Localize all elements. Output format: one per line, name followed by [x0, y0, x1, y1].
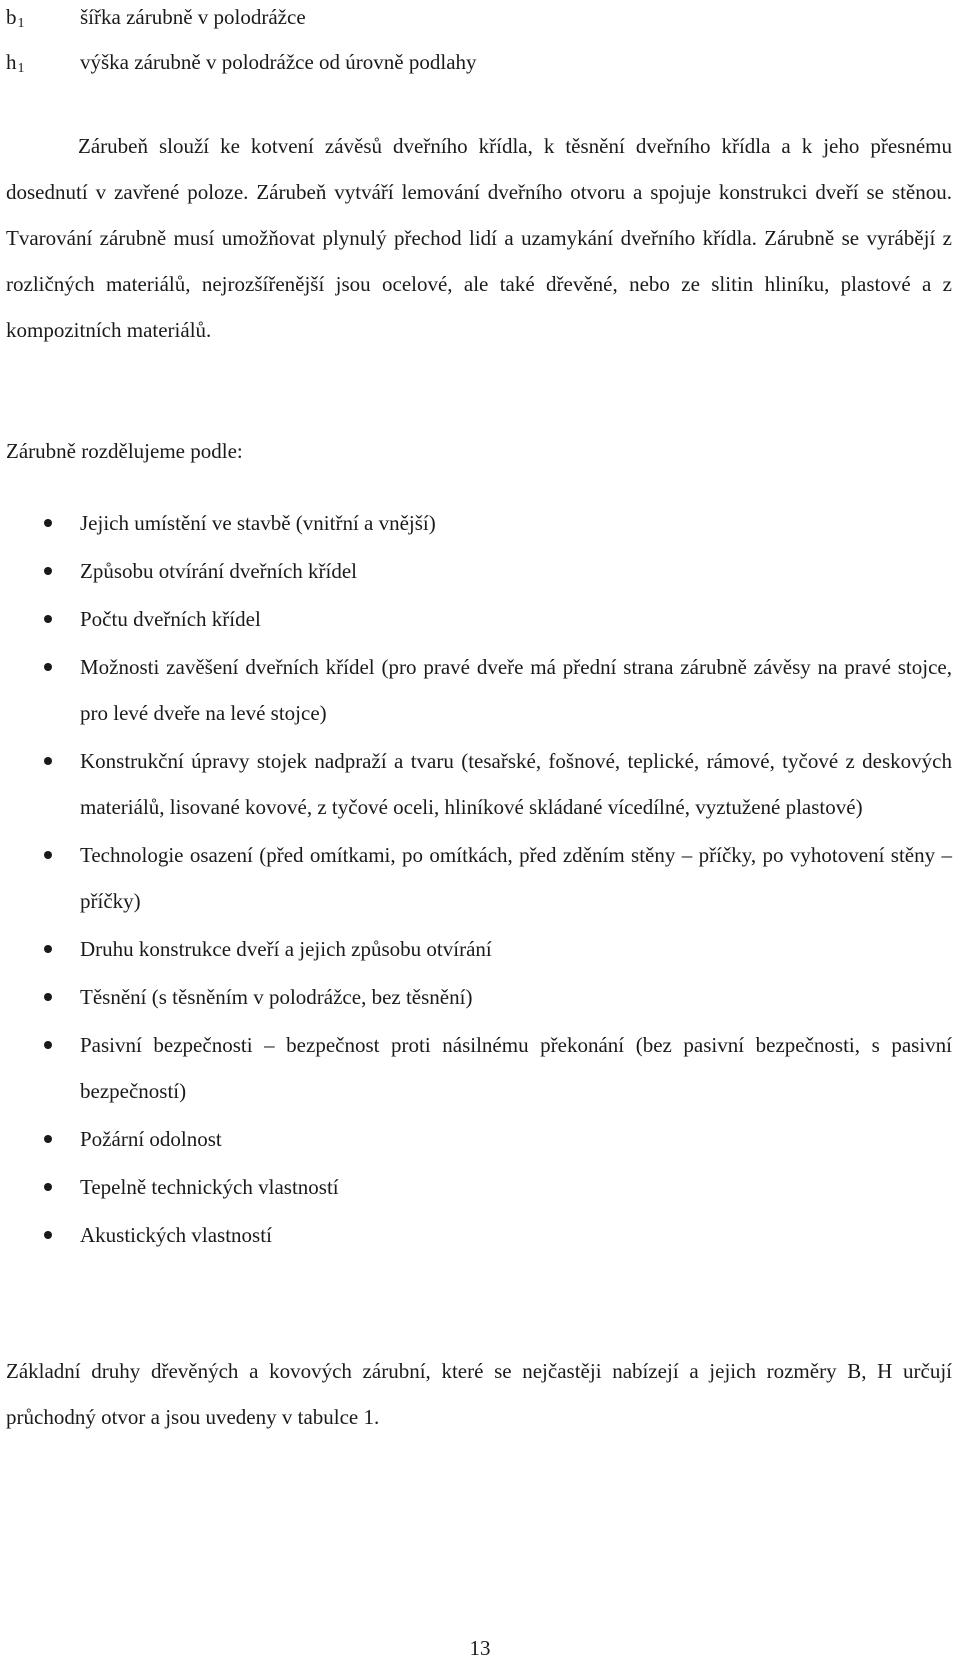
symbol-definitions: [6, 2, 906, 92]
definition-symbol: $h_1$: [6, 50, 25, 76]
list-item: Akustických vlastností: [6, 1212, 952, 1258]
page-number: 13: [469, 1636, 491, 1660]
list-heading: Zárubně rozdělujeme podle:: [6, 439, 243, 463]
list-item: Pasivní bezpečnosti – bezpečnost proti násilnému překonání (bez pasivní bezpečnosti, s pasivní bezpečností): [6, 1022, 952, 1114]
bullet-icon: [44, 757, 52, 765]
bullet-icon: [44, 1183, 52, 1191]
list-item: Tepelně technických vlastností: [6, 1164, 952, 1210]
bullet-icon: [44, 945, 52, 953]
definition-text: šířka zárubně v polodrážce: [80, 5, 306, 29]
definition-row: [6, 2, 906, 47]
definition-row: [6, 47, 906, 92]
bullet-icon: [44, 1231, 52, 1239]
closing-paragraph: Základní druhy dřevěných a kovových zárubní, které se nejčastěji nabízejí a jejich rozměry B, H určují průchodný otvor a jsou uvedeny v tabulce 1.: [6, 1359, 952, 1429]
bullet-icon: [44, 615, 52, 623]
list-item: Těsnění (s těsněním v polodrážce, bez těsnění): [6, 974, 952, 1020]
definition-symbol: $b_1$: [6, 5, 25, 31]
list-item: Požární odolnost: [6, 1116, 952, 1162]
bullet-icon: [44, 851, 52, 859]
intro-paragraph: Zárubeň slouží ke kotvení závěsů dveřního křídla, k těsnění dveřního křídla a k jeho přesnému dosednutí v zavřené poloze. Zárubeň vytváří lemování dveřního otvoru a spojuje konstrukci dveří se stěnou. Tvarování zárubně musí umožňovat plynulý přechod lidí a uzamykání dveřního křídla. Zárubně se vyrábějí z rozličných materiálů, nejrozšířenější jsou ocelové, ale také dřevěné, nebo ze slitin hliníku, plastové a z kompozitních materiálů.: [6, 134, 952, 342]
list-item: Způsobu otvírání dveřních křídel: [6, 548, 952, 594]
list-item: Konstrukční úpravy stojek nadpraží a tvaru (tesařské, fošnové, teplické, rámové, tyčové z deskových materiálů, lisované kovové, z tyčové oceli, hliníkové skládané vícedílné, vyztužené plastové): [6, 738, 952, 830]
bullet-icon: [44, 663, 52, 671]
bullet-icon: [44, 993, 52, 1001]
bullet-icon: [44, 567, 52, 575]
list-item: Počtu dveřních křídel: [6, 596, 952, 642]
definition-text: výška zárubně v polodrážce od úrovně podlahy: [80, 50, 477, 74]
list-item: Druhu konstrukce dveří a jejich způsobu otvírání: [6, 926, 952, 972]
list-item: Technologie osazení (před omítkami, po omítkách, před zděním stěny – příčky, po vyhotovení stěny – příčky): [6, 832, 952, 924]
bullet-list: [6, 500, 952, 1260]
bullet-icon: [44, 519, 52, 527]
list-item: Možnosti zavěšení dveřních křídel (pro pravé dveře má přední strana zárubně závěsy na pravé stojce, pro levé dveře na levé stojce): [6, 644, 952, 736]
bullet-icon: [44, 1041, 52, 1049]
list-item: Jejich umístění ve stavbě (vnitřní a vnější): [6, 500, 952, 546]
bullet-icon: [44, 1135, 52, 1143]
